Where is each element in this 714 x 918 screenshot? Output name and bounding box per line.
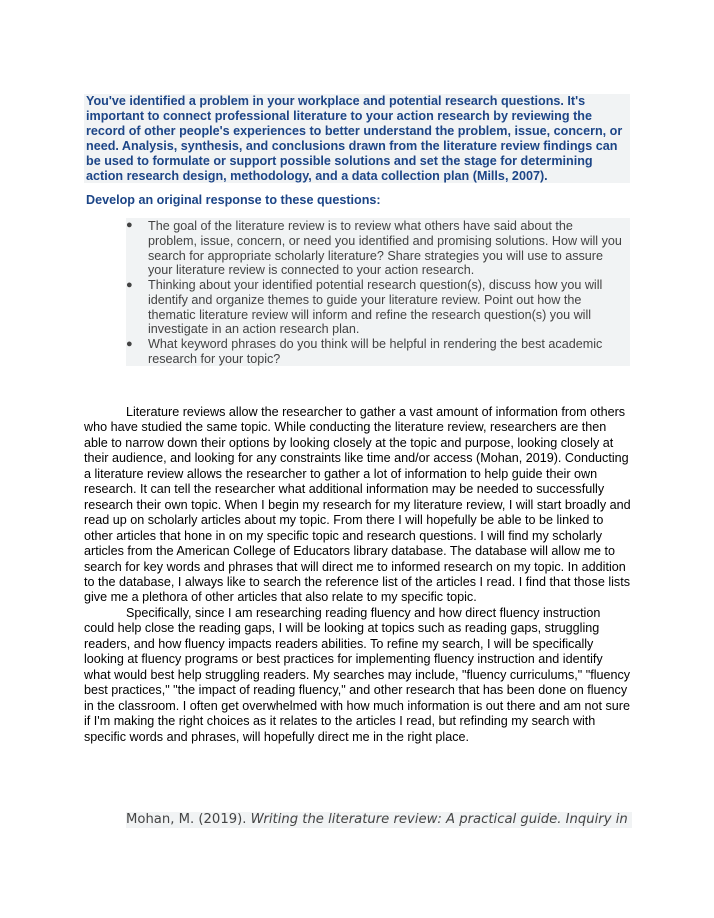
- question-item: ● What keyword phrases do you think will be helpful in rendering the best academic research for your topic?: [126, 337, 630, 366]
- reference-title: Writing the literature review: A practical guide. Inquiry in: [250, 812, 628, 827]
- question-item: ● The goal of the literature review is to review what others have said about the problem, issue, concern, or need you identified and promising solutions. How will you search for appropriate scholarly literature? Share strategies you will use to assure your literature review is connected to your action research.: [126, 218, 630, 278]
- prompt-intro: You've identified a problem in your workplace and potential research questions. It's important to connect professional literature to your action research by reviewing the record of other people's experiences to better understand the problem, issue, concern, or need. Analysis, synthesis, and conclusions drawn from the literature review findings can be used to formulate or support possible solutions and set the stage for determining action research design, methodology, and a data collection plan (Mills, 2007).: [86, 94, 623, 183]
- reference-entry: [126, 812, 632, 828]
- question-list: [84, 218, 630, 366]
- question-item: ● Thinking about your identified potential research question(s), discuss how you will identify and organize themes to guide your literature review. Point out how the thematic literature review will inform and refine the research question(s) you will investigate in an action research plan.: [126, 278, 630, 337]
- essay-response: [84, 405, 632, 745]
- reference-author-year: Mohan, M. (2019).: [126, 812, 251, 827]
- essay-paragraph: Literature reviews allow the researcher to gather a vast amount of information from others who have studied the same topic. While conducting the literature review, researchers are then able to narrow down their options by looking closely at the topic and purpose, looking closely at their audience, and looking for any constraints like time and/or access (Mohan, 2019). Conducting a literature review allows the researcher to gather a lot of information to help guide their own research. It can tell the researcher what additional information may be needed to successfully research their own topic. When I begin my research for my literature review, I will start broadly and read up on scholarly articles about my topic. From there I will hopefully be able to be linked to other articles that hone in on my specific topic and research questions. I will find my scholarly articles from the American College of Educators library database. The database will allow me to search for key words and phrases that will direct me to informed research on my topic. In addition to the database, I always like to search the reference list of the articles I read. I find that those lists give me a plethora of other articles that also relate to my specific topic.: [84, 405, 631, 605]
- prompt-instruction: Develop an original response to these questions:: [84, 183, 630, 218]
- assignment-prompt: [84, 94, 630, 366]
- essay-paragraph: Specifically, since I am researching reading fluency and how direct fluency instruction could help close the reading gaps, I will be looking at topics such as reading gaps, struggling readers, and how fluency impacts readers abilities. To refine my search, I will be specifically looking at fluency programs or best practices for implementing fluency instruction and identify what would best help struggling readers. My searches may include, "fluency curriculums," "fluency best practices," "the impact of reading fluency," and other research that has been done on fluency in the classroom. I often get overwhelmed with how much information is out there and am not sure if I'm making the right choices as it relates to the articles I read, but refinding my search with specific words and phrases, will hopefully direct me in the right place.: [84, 605, 631, 744]
